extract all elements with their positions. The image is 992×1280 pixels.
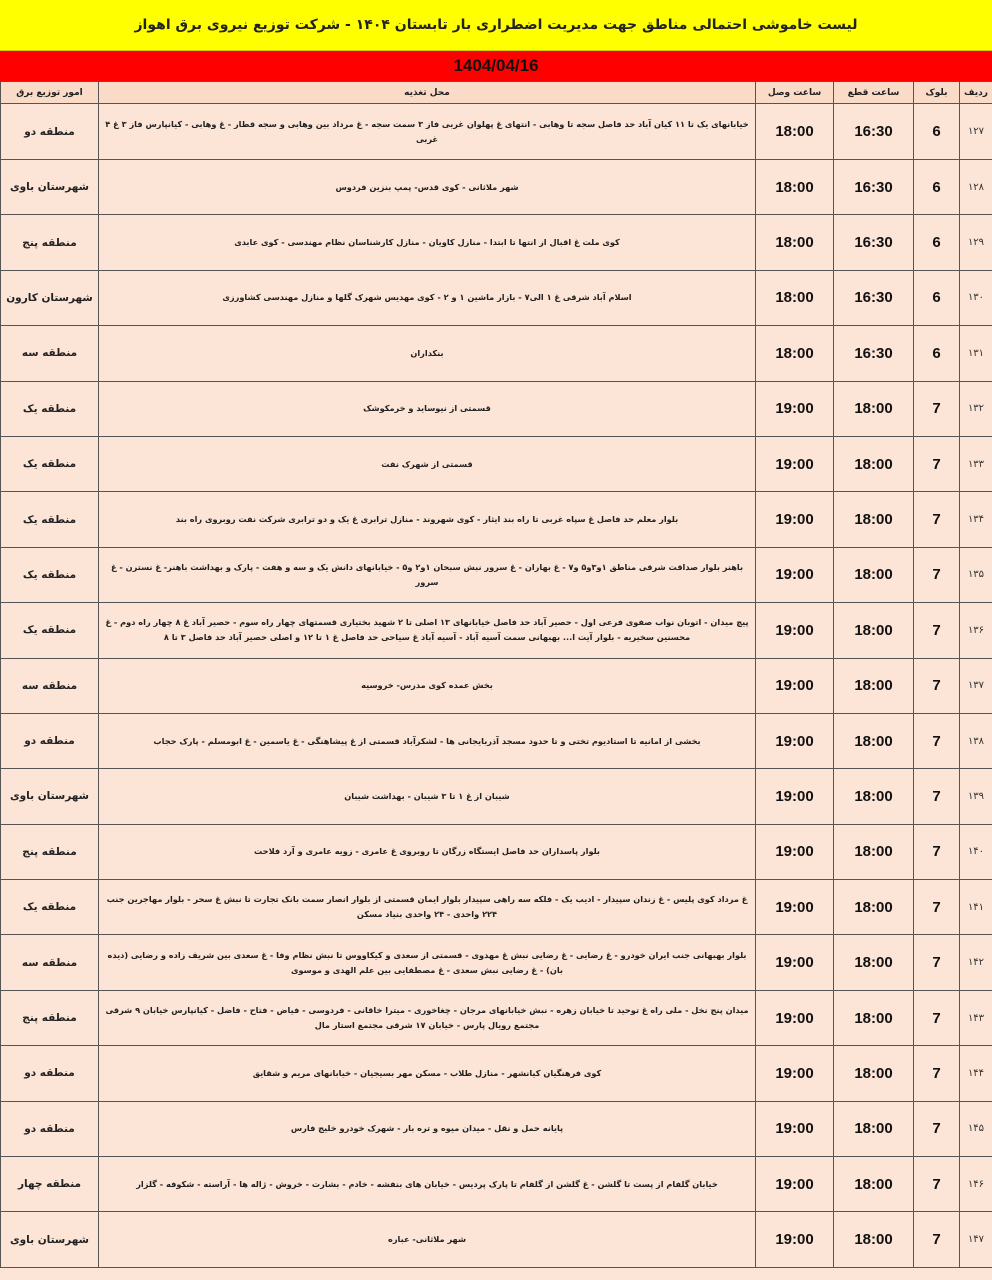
region: منطقه یک [1,603,99,658]
location: بخشی از امانیه تا استادیوم تختی و تا حدود مسجد آذربایجانی ها - لشکرآباد قسمتی از غ پیشاهنگی - غ یاسمین - غ ابومسلم - پارک حجاب [99,713,756,768]
table-row [1,1046,992,1101]
row-number: ۱۴۱ [960,880,992,935]
connect-time: 19:00 [756,769,834,824]
row-number: ۱۳۲ [960,381,992,436]
block-number: 7 [914,547,960,602]
row-number: ۱۲۸ [960,160,992,215]
location: خیابانهای یک تا ۱۱ کیان آباد حد فاصل سجه تا وهابی - انتهای غ پهلوان غربی فاز ۳ سمت سجه - غ مرداد بین وهابی و سجه قطار - غ وهابی - کیانپارس فاز ۳ غ ۴ غربی [99,104,756,160]
row-number: ۱۳۰ [960,270,992,325]
block-number: 7 [914,935,960,990]
table-row [1,1157,992,1212]
location: بلوار بهبهانی جنب ایران خودرو - غ رضایی - غ رضایی نبش غ مهدوی - قسمتی از سعدی و کیکاووس تا نبش نظام وفا - غ سعدی بین شریف زاده و رضایی (دیده بان) - غ رضایی نبش سعدی - غ مصطفایی بین علم الهدی و موسوی [99,935,756,990]
block-number: 6 [914,160,960,215]
block-number: 7 [914,492,960,547]
block-number: 7 [914,713,960,768]
table-row [1,935,992,990]
schedule-date: 1404/04/16 [453,56,539,75]
block-number: 7 [914,1157,960,1212]
location: غ مرداد کوی پلیس - غ زندان سپیدار - ادیب یک - فلکه سه راهی سپیدار بلوار ایمان قسمتی از بلوار انصار سمت بانک تجارت تا نبش غ سحر - بلوار مهاجرین جنب ۲۲۴ واحدی - ۲۴ واحدی بنیاد مسکن [99,880,756,935]
region: منطقه سه [1,326,99,381]
location: اسلام آباد شرقی غ ۱ الی۷ - بازار ماشین ۱ و ۲ - کوی مهدیس شهرک گلها و منازل مهندسی کشاورزی [99,270,756,325]
location: بخش عمده کوی مدرس- خروسیه [99,658,756,713]
region: منطقه چهار [1,1157,99,1212]
location: بنکداران [99,326,756,381]
block-number: 7 [914,990,960,1045]
table-row [1,547,992,602]
connect-time: 19:00 [756,990,834,1045]
col-header-region: امور توزیع برق [1,82,99,104]
row-number: ۱۴۰ [960,824,992,879]
connect-time: 18:00 [756,160,834,215]
region: منطقه دو [1,713,99,768]
cut-time: 18:00 [834,1157,914,1212]
region: شهرستان کارون [1,270,99,325]
block-number: 7 [914,880,960,935]
table-header-row [1,82,992,104]
cut-time: 18:00 [834,824,914,879]
block-number: 6 [914,326,960,381]
connect-time: 19:00 [756,381,834,436]
region: منطقه دو [1,1101,99,1156]
region: شهرستان باوی [1,160,99,215]
cut-time: 18:00 [834,880,914,935]
block-number: 6 [914,270,960,325]
page-title: لیست خاموشی احتمالی مناطق جهت مدیریت اضطراری بار تابستان ۱۴۰۴ - شرکت توزیع نیروی برق اهواز [134,17,858,33]
cut-time: 16:30 [834,160,914,215]
table-row [1,160,992,215]
region: منطقه یک [1,381,99,436]
location: پیچ میدان - اتوبان نواب صفوی فرعی اول - حصیر آباد حد فاصل خیابانهای ۱۳ اصلی تا ۲ شهید بختیاری قسمتهای چهار راه سوم - حصیر آباد غ ۸ چهار راه دوم - غ محسنین سخیریه - بلوار آیت ا... بهبهانی سمت آسیه آباد - آسیه آباد غ سیاحی حد فاصل غ ۱ تا ۱۲ و اصلی حصیر آباد حد فاصل ۳ تا ۸ [99,603,756,658]
col-header-cut-time: ساعت قطع [834,82,914,104]
block-number: 7 [914,436,960,491]
region: منطقه پنج [1,990,99,1045]
date-bar [0,51,992,81]
connect-time: 19:00 [756,1157,834,1212]
region: شهرستان باوی [1,769,99,824]
connect-time: 19:00 [756,1101,834,1156]
table-row [1,658,992,713]
block-number: 6 [914,215,960,270]
cut-time: 18:00 [834,769,914,824]
block-number: 7 [914,824,960,879]
connect-time: 19:00 [756,603,834,658]
table-row [1,215,992,270]
row-number: ۱۲۹ [960,215,992,270]
location: باهنر بلوار صداقت شرقی مناطق ۱و۳و۵ و۷ - غ بهاران - غ سرور نبش سبحان ۱و۲ و۵ - خیابانهای دانش یک و سه و هفت - پارک و بهداشت باهنر- غ نسترن - غ سرور [99,547,756,602]
table-row [1,1212,992,1267]
location: کوی فرهنگیان کیانشهر - منازل طلاب - مسکن مهر بسیجیان - خیابانهای مریم و شقایق [99,1046,756,1101]
region: منطقه یک [1,880,99,935]
cut-time: 16:30 [834,270,914,325]
table-row [1,603,992,658]
title-bar [0,0,992,51]
row-number: ۱۳۵ [960,547,992,602]
block-number: 7 [914,603,960,658]
location: قسمتی از نیوساید و خرمکوشک [99,381,756,436]
region: منطقه یک [1,492,99,547]
connect-time: 19:00 [756,824,834,879]
row-number: ۱۳۷ [960,658,992,713]
cut-time: 16:30 [834,326,914,381]
location: شیبان از غ ۱ تا ۳ شیبان - بهداشت شیبان [99,769,756,824]
cut-time: 18:00 [834,436,914,491]
location: کوی ملت غ اقبال از انتها تا ابتدا - منازل کاویان - منازل کارشناسان نظام مهندسی - کوی عابدی [99,215,756,270]
row-number: ۱۴۶ [960,1157,992,1212]
connect-time: 19:00 [756,547,834,602]
cut-time: 18:00 [834,713,914,768]
cut-time: 18:00 [834,603,914,658]
location: بلوار معلم حد فاصل غ سپاه غربی تا راه بند ایثار - کوی شهروند - منازل ترابری غ یک و دو ترابری شرکت نفت روبروی راه بند [99,492,756,547]
cut-time: 16:30 [834,215,914,270]
region: منطقه دو [1,104,99,160]
table-row [1,713,992,768]
row-number: ۱۳۴ [960,492,992,547]
connect-time: 19:00 [756,1046,834,1101]
block-number: 7 [914,658,960,713]
row-number: ۱۳۹ [960,769,992,824]
cut-time: 18:00 [834,547,914,602]
table-row [1,880,992,935]
block-number: 6 [914,104,960,160]
connect-time: 18:00 [756,215,834,270]
cut-time: 18:00 [834,1046,914,1101]
block-number: 7 [914,1046,960,1101]
block-number: 7 [914,381,960,436]
row-number: ۱۳۱ [960,326,992,381]
connect-time: 18:00 [756,104,834,160]
location: شهر ملاثانی - کوی قدس- پمپ بنزین فردوس [99,160,756,215]
cut-time: 18:00 [834,658,914,713]
table-row [1,824,992,879]
cut-time: 18:00 [834,1212,914,1267]
region: منطقه سه [1,935,99,990]
cut-time: 18:00 [834,935,914,990]
table-row [1,104,992,160]
location: میدان پنج نخل - ملی راه غ توحید تا خیابان زهره - نبش خیابانهای مرجان - چغاخوری - میترا خاقانی - فردوسی - فیاض - فتاح - فاضل - کیانپارس خیابان ۹ شرقی مجتمع رویال پارس - خیابان ۱۷ شرقی مجتمع استار مال [99,990,756,1045]
table-row [1,436,992,491]
row-number: ۱۴۳ [960,990,992,1045]
connect-time: 19:00 [756,880,834,935]
region: منطقه سه [1,658,99,713]
block-number: 7 [914,769,960,824]
cut-time: 18:00 [834,492,914,547]
row-number: ۱۴۷ [960,1212,992,1267]
location: پایانه حمل و نقل - میدان میوه و تره بار - شهرک خودرو خلیج فارس [99,1101,756,1156]
table-row [1,492,992,547]
cut-time: 18:00 [834,1101,914,1156]
region: منطقه یک [1,436,99,491]
cut-time: 16:30 [834,104,914,160]
block-number: 7 [914,1101,960,1156]
location: شهر ملاثانی- عباره [99,1212,756,1267]
region: شهرستان باوی [1,1212,99,1267]
table-row [1,381,992,436]
row-number: ۱۳۶ [960,603,992,658]
region: منطقه دو [1,1046,99,1101]
table-row [1,1101,992,1156]
connect-time: 19:00 [756,713,834,768]
connect-time: 19:00 [756,658,834,713]
connect-time: 19:00 [756,935,834,990]
connect-time: 19:00 [756,1212,834,1267]
region: منطقه یک [1,547,99,602]
row-number: ۱۲۷ [960,104,992,160]
col-header-location: محل تغذیه [99,82,756,104]
location: قسمتی از شهرک نفت [99,436,756,491]
row-number: ۱۴۴ [960,1046,992,1101]
row-number: ۱۳۸ [960,713,992,768]
row-number: ۱۴۵ [960,1101,992,1156]
location: بلوار پاسداران حد فاصل ایستگاه زرگان تا روبروی غ عامری - زویه عامری و آرد فلاحت [99,824,756,879]
outage-schedule-table [0,81,992,1268]
cut-time: 18:00 [834,990,914,1045]
connect-time: 18:00 [756,326,834,381]
region: منطقه پنج [1,824,99,879]
row-number: ۱۳۳ [960,436,992,491]
cut-time: 18:00 [834,381,914,436]
col-header-row-number: ردیف [960,82,992,104]
connect-time: 19:00 [756,492,834,547]
col-header-connect-time: ساعت وصل [756,82,834,104]
table-row [1,270,992,325]
location: خیابان گلفام از پست تا گلشن - غ گلشن از گلفام تا پارک پردیس - خیابان های بنفشه - خادم - بشارت - خروش - ژاله ها - آراسته - شکوفه - گلزار [99,1157,756,1212]
table-row [1,990,992,1045]
table-row [1,326,992,381]
row-number: ۱۴۲ [960,935,992,990]
col-header-block: بلوک [914,82,960,104]
region: منطقه پنج [1,215,99,270]
block-number: 7 [914,1212,960,1267]
table-row [1,769,992,824]
connect-time: 18:00 [756,270,834,325]
connect-time: 19:00 [756,436,834,491]
